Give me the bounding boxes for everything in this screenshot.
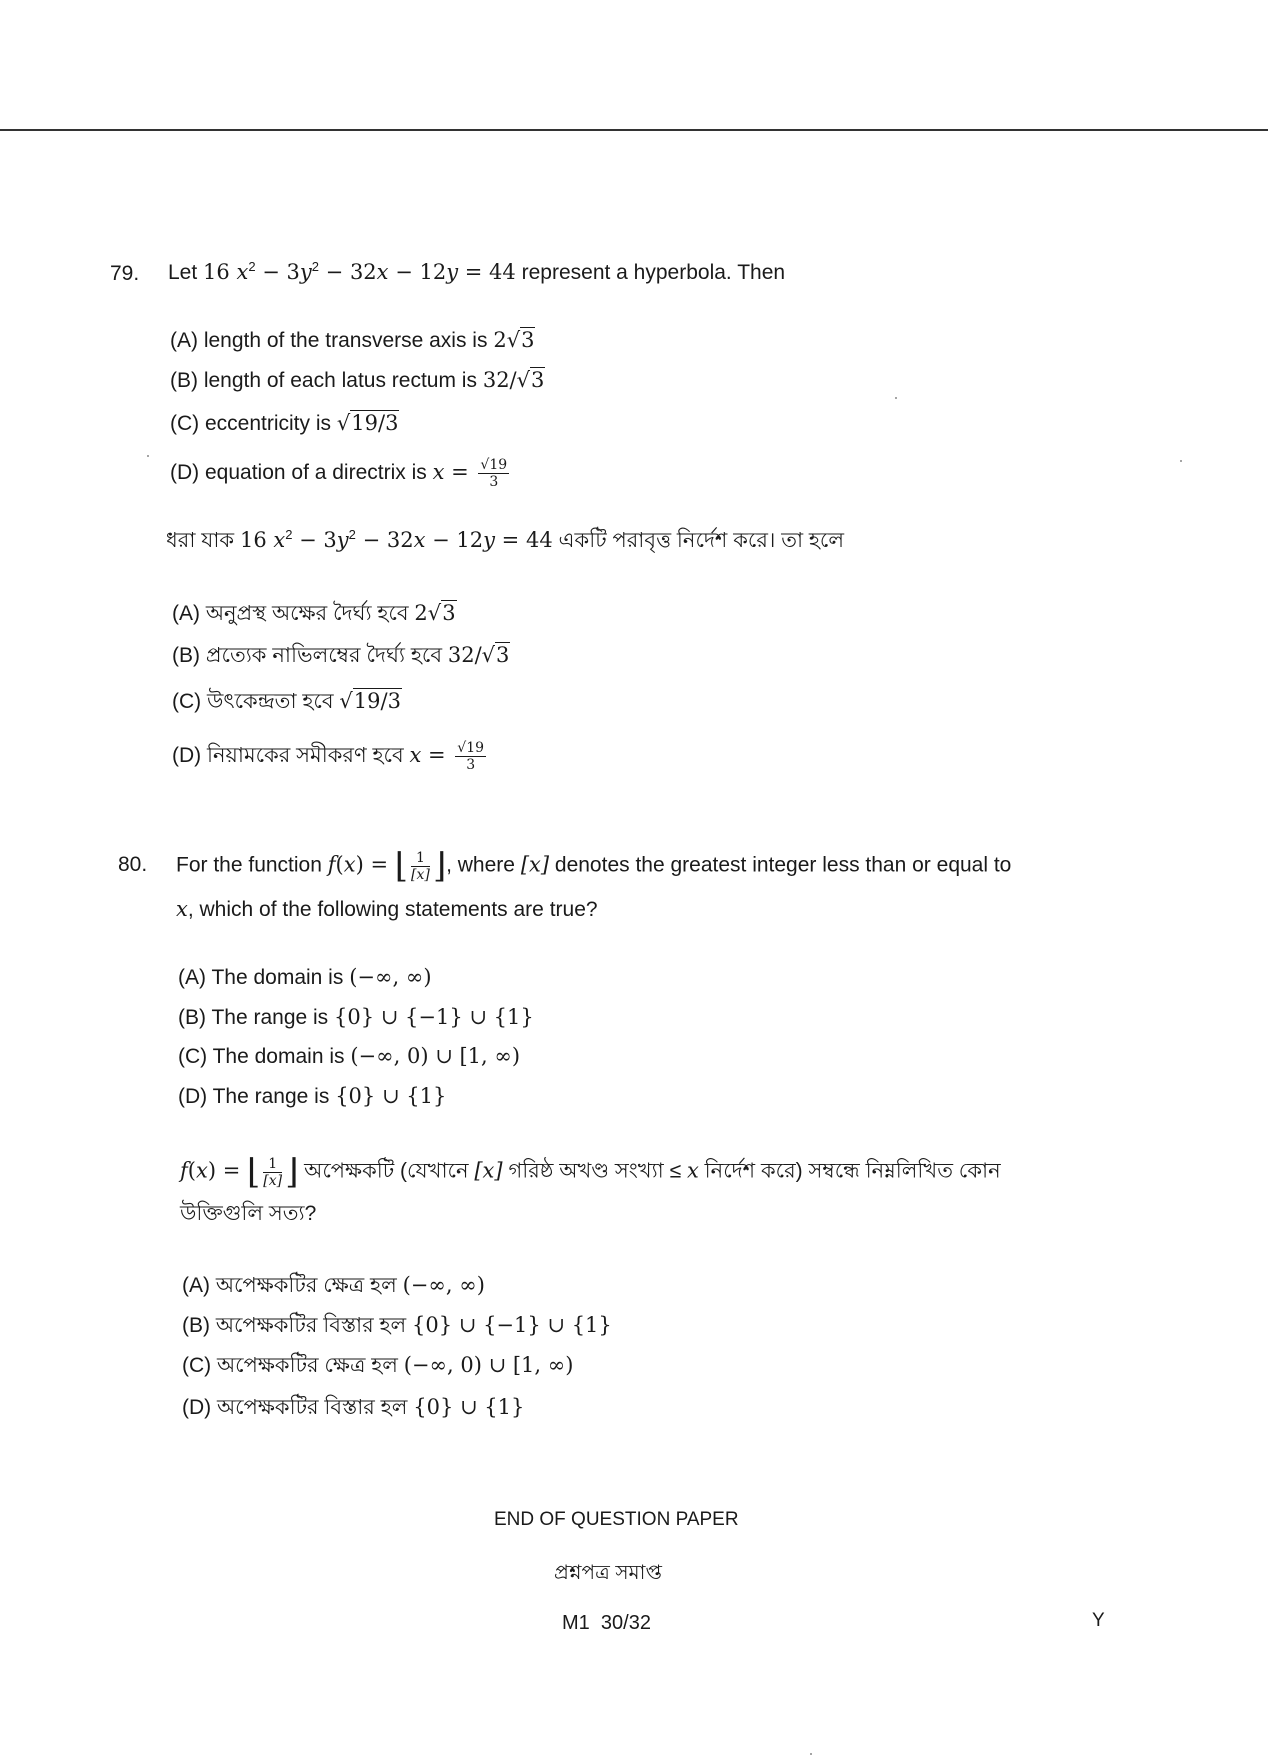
page-footer xyxy=(562,1612,651,1635)
scan-speck xyxy=(1180,460,1182,462)
option-d-en: (D) equation of a directrix is x = $\frac{√19}{3}$ xyxy=(170,457,508,490)
paper-code: M1 xyxy=(562,1612,590,1634)
option-d-en: (D) The range is {0} ∪ {1} xyxy=(178,1084,447,1108)
scan-speck xyxy=(147,455,149,457)
fraction: $\frac{√19}{3}$ xyxy=(480,457,508,490)
end-of-paper-en: END OF QUESTION PAPER xyxy=(494,1509,739,1530)
option-b-en: (B) length of each latus rectum is 32/√3 xyxy=(170,368,545,392)
question-number: 79. xyxy=(110,262,140,285)
question-stem-en: Let 16 $x^2 - 3y^2 - 32x - 12y = 44$ represent a hyperbola. Then xyxy=(168,259,786,284)
option-a-bn: (A) অনুপ্রস্থ অক্ষের দৈর্ঘ্য হবে 2√3 xyxy=(172,601,456,625)
question-stem-en-line2: x, which of the following statements are true? xyxy=(176,897,598,921)
floor-fraction: ⌊ $\frac{1}{[x]}$ ⌋ xyxy=(246,1152,299,1192)
option-d-bn: (D) নিয়ামকের সমীকরণ হবে x = $\frac{√19}{3}$ xyxy=(172,740,485,773)
end-of-paper-bn: প্রশ্নপত্র সমাপ্ত xyxy=(554,1562,662,1584)
option-c-en: (C) eccentricity is √19/3 xyxy=(170,411,399,435)
question-stem-bn-line2: উক্তিগুলি সত্য? xyxy=(180,1202,317,1225)
option-b-bn: (B) প্রত্যেক নাভিলম্বের দৈর্ঘ্য হবে 32/√3 xyxy=(172,643,510,667)
corner-mark: Y xyxy=(1092,1610,1105,1631)
option-a-en: (A) The domain is (−∞, ∞) xyxy=(178,965,432,989)
scan-speck xyxy=(895,397,897,399)
option-c-bn: (C) অপেক্ষকটির ক্ষেত্র হল (−∞, 0) ∪ [1, ∞) xyxy=(182,1353,574,1377)
header-rule xyxy=(0,129,1268,131)
option-b-bn: (B) অপেক্ষকটির বিস্তার হল {0} ∪ {−1} ∪ {1} xyxy=(182,1313,612,1337)
option-c-bn: (C) উৎকেন্দ্রতা হবে √19/3 xyxy=(172,689,401,713)
option-d-bn: (D) অপেক্ষকটির বিস্তার হল {0} ∪ {1} xyxy=(182,1395,525,1419)
question-stem-en: For the function f(x) = ⌊ $\frac{1}{[x]}$ ⌋ , where [x] denotes the greatest integer less than or equal to xyxy=(176,846,1012,886)
fraction: $\frac{√19}{3}$ xyxy=(457,740,485,773)
option-a-en: (A) length of the transverse axis is 2√3 xyxy=(170,328,535,352)
question-stem-bn: ধরা যাক 16 $x^2 - 3y^2 - 32x - 12y = 44$ একটি পরাবৃত্ত নির্দেশ করে। তা হলে xyxy=(166,527,845,552)
question-stem-bn: f(x) = ⌊ $\frac{1}{[x]}$ ⌋ অপেক্ষকটি (যেখানে [x] গরিষ্ঠ অখণ্ড সংখ্যা ≤ x নির্দেশ করে) সম্বন্ধে নিম্নলিখিত কোন xyxy=(180,1152,1001,1192)
option-c-en: (C) The domain is (−∞, 0) ∪ [1, ∞) xyxy=(178,1044,521,1068)
page-number: 30/32 xyxy=(600,1612,651,1634)
option-b-en: (B) The range is {0} ∪ {−1} ∪ {1} xyxy=(178,1005,534,1029)
floor-fraction: ⌊ $\frac{1}{[x]}$ ⌋ xyxy=(394,846,447,886)
option-a-bn: (A) অপেক্ষকটির ক্ষেত্র হল (−∞, ∞) xyxy=(182,1273,485,1297)
question-number: 80. xyxy=(118,853,148,876)
